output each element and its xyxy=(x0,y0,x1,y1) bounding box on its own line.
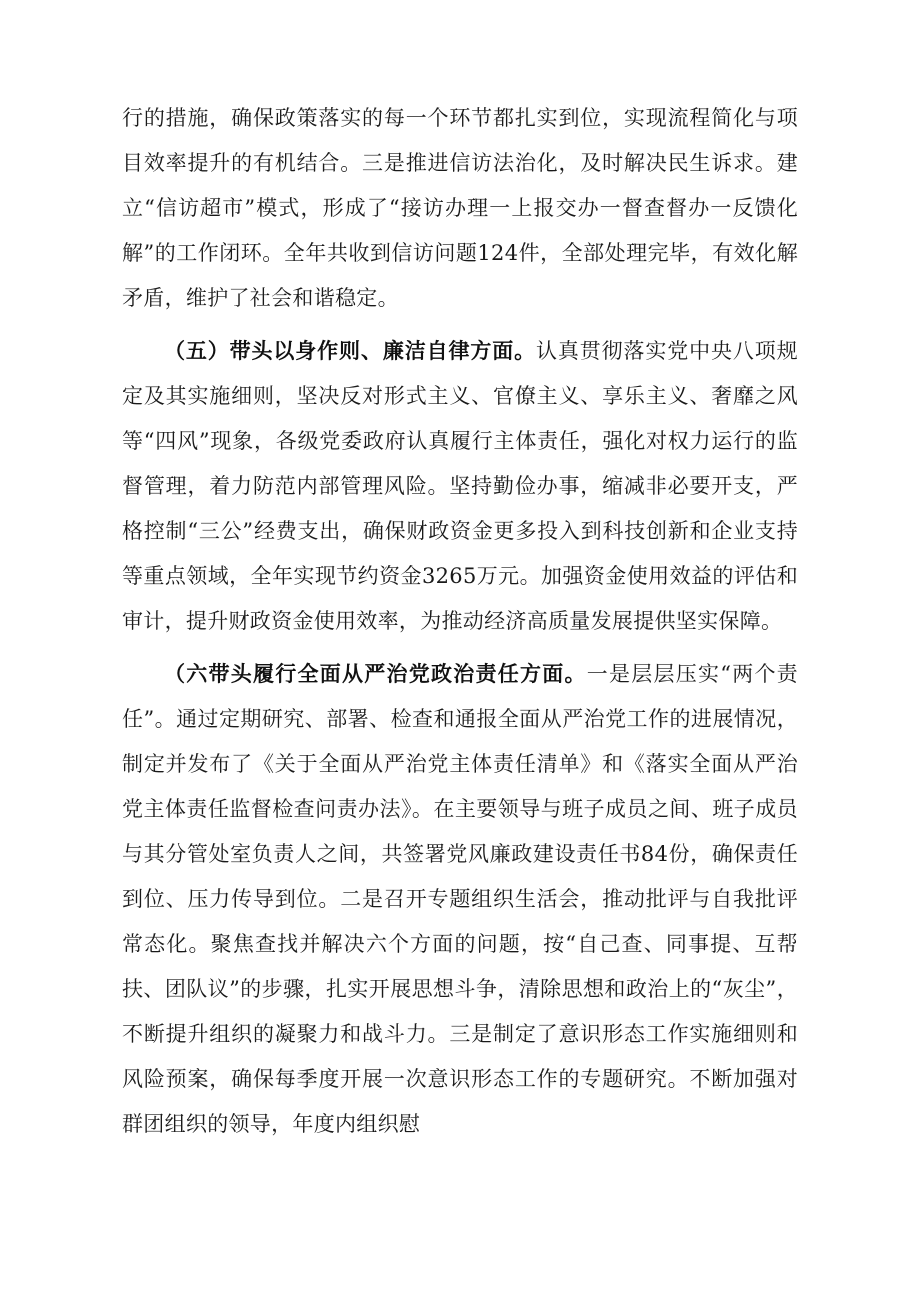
paragraph-body: 认真贯彻落实党中央八项规定及其实施细则，坚决反对形式主义、官僚主义、享乐主义、奢靡之风等“四风”现象，各级党委政府认真履行主体责任，强化对权力运行的监督管理，着力防范内部管理风险。坚持勤俭办事，缩减非必要开支，严格控制“三公”经费支出，确保财政资金更多投入到科技创新和企业支持等重点领域，全年实现节约资金3265万元。加强资金使用效益的评估和审计，提升财政资金使用效率，为推动经济高质量发展提供坚实保障。 xyxy=(122,339,798,633)
paragraph-section-5 xyxy=(122,329,798,644)
section-heading: （五）带头以身作则、廉洁自律方面。 xyxy=(164,339,536,363)
paragraph-section-6 xyxy=(122,652,798,1147)
document-page xyxy=(122,96,798,1147)
paragraph-continuation xyxy=(122,96,798,321)
paragraph-body: 一是层层压实“两个责任”。通过定期研究、部署、检查和通报全面从严治党工作的进展情况，制定并发布了《关于全面从严治党主体责任清单》和《落实全面从严治党主体责任监督检查问责办法》。在主要领导与班子成员之间、班子成员与其分管处室负责人之间，共签署党风廉政建设责任书84份，确保责任到位、压力传导到位。二是召开专题组织生活会，推动批评与自我批评常态化。聚焦查找并解决六个方面的问题，按“自己查、同事提、互帮扶、团队议”的步骤，扎实开展思想斗争，清除思想和政治上的“灰尘”，不断提升组织的凝聚力和战斗力。三是制定了意识形态工作实施细则和风险预案，确保每季度开展一次意识形态工作的专题研究。不断加强对群团组织的领导，年度内组织慰 xyxy=(122,662,798,1136)
section-heading: （六带头履行全面从严治党政治责任方面。 xyxy=(164,662,587,686)
paragraph-body: 行的措施，确保政策落实的每一个环节都扎实到位，实现流程简化与项目效率提升的有机结合。三是推进信访法治化，及时解决民生诉求。建立“信访超市”模式，形成了“接访办理一上报交办一督查督办一反馈化解”的工作闭环。全年共收到信访问题124件，全部处理完毕，有效化解矛盾，维护了社会和谐稳定。 xyxy=(122,106,798,310)
